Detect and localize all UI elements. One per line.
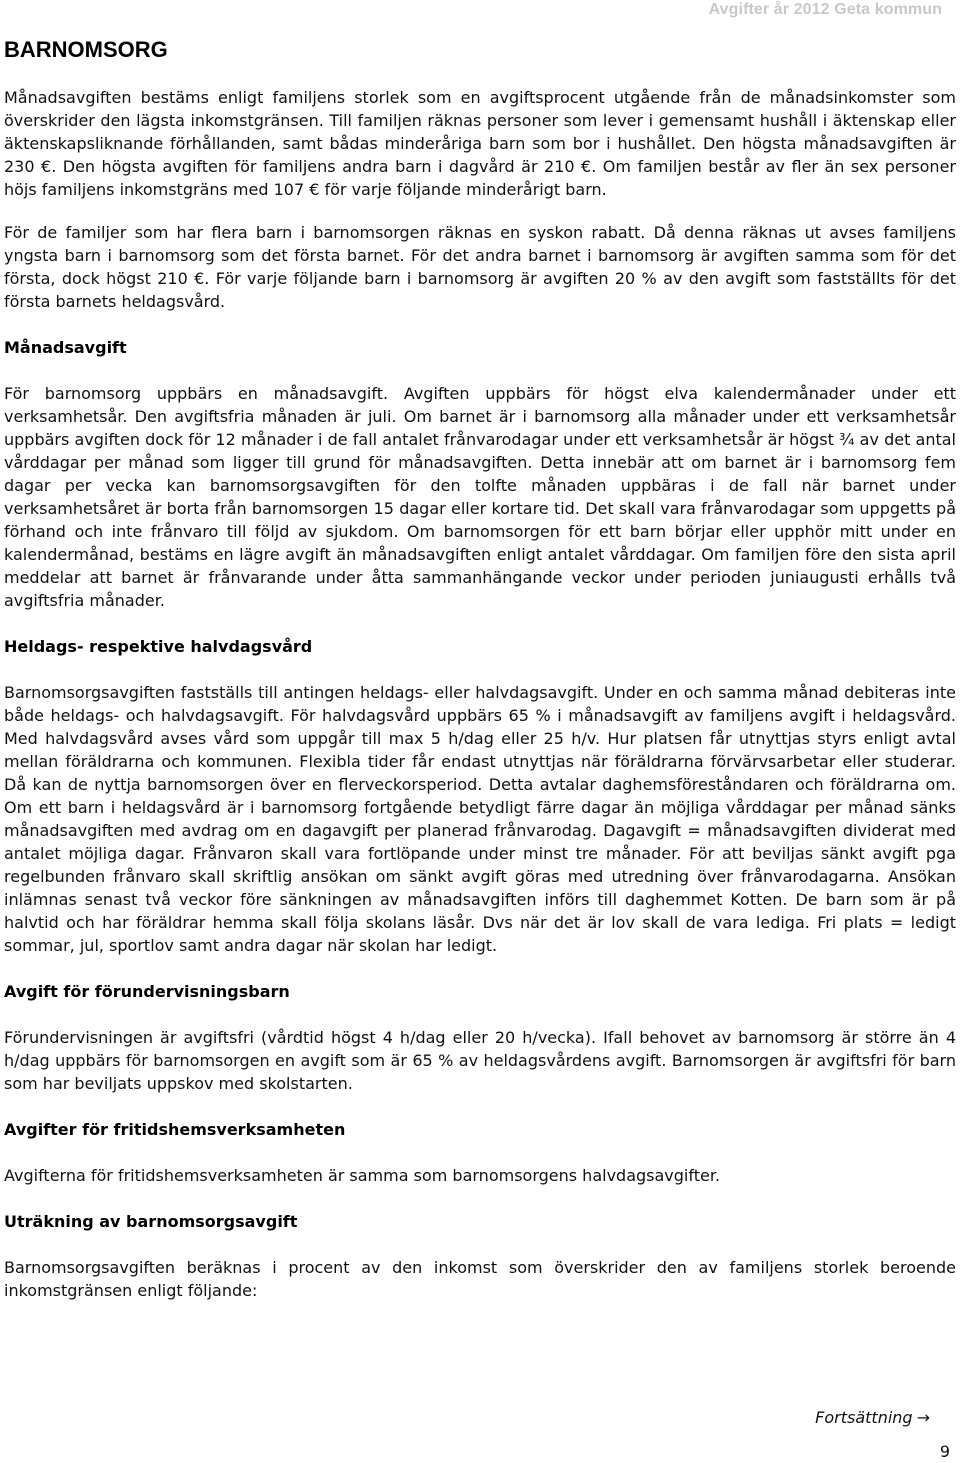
section-heading-calculation: Uträkning av barnomsorgsavgift [4,1212,298,1231]
section-heading-monthly: Månadsavgift [4,338,127,357]
page-title: BARNOMSORG [4,37,168,62]
document-body [4,86,956,1322]
page-number: 9 [939,1442,950,1461]
section-heading-preschool: Avgift för förundervisningsbarn [4,982,290,1001]
intro-paragraph-1: Månadsavgiften bestäms enligt familjens storlek som en avgiftsprocent utgående från de månadsinkomster som överskrider den lägsta inkomstgränsen. Till familjen räknas personer som lever i gemensamt hushåll i äktenskap eller äktenskapsliknande förhållanden, samt bådas minderåriga barn som bor i hushållet. Den högsta månadsavgiften är 230 €. Den högsta avgiften för familjens andra barn i dagvård är 210 €. Om familjen består av fler än sex personer höjs familjens inkomstgräns med 107 € för varje följande minderårigt barn. [4,88,956,199]
section-text-afterschool: Avgifterna för fritidshemsverksamheten är samma som barnomsorgens halvdagsavgifter. [4,1166,721,1185]
section-heading-afterschool: Avgifter för fritidshemsverksamheten [4,1120,346,1139]
section-text-fullhalf: Barnomsorgsavgiften fastställs till antingen heldags- eller halvdagsavgift. Under en och samma månad debiteras inte både heldags- och halvdagsavgift. För halvdagsvård uppbärs 65 % i månadsavgift av familjens avgift i heldagsvård. Med halvdagsvård avses vård som uppgår till max 5 h/dag eller 25 h/v. Hur platsen får utnyttjas styrs enligt avtal mellan föräldrarna och kommunen. Flexibla tider får endast utnyttjas när föräldrarna förvärvsarbetar eller studerar. Då kan de nyttja barnomsorgen över en flerveckorsperiod. Detta avtalar daghemsföreståndaren och föräldrarna om. Om ett barn i heldagsvård är i barnomsorg fortgående betydligt färre dagar än möjliga vårddagar per månad sänks månadsavgiften med avdrag om en dagavgift per planerad frånvarodag. Dagavgift = månadsavgiften dividerat med antalet möjliga dagar. Frånvaron skall vara fortlöpande under minst tre månader. För att beviljas sänkt avgift pga regelbunden frånvaro skall skriftlig ansökan om sänkt avgift göras med utredning över frånvarodagarna. Ansökan inlämnas senast två veckor före sänkningen av månadsavgiften införs till daghemmet Kotten. De barn som är på halvtid och har föräldrar hemma skall följa skolans läsår. Dvs när det är lov skall de vara lediga. Fri plats = ledigt sommar, jul, sportlov samt andra dagar när skolan har ledigt. [4,683,956,955]
running-header: Avgifter år 2012 Geta kommun [708,1,942,18]
document-page [4,0,956,1460]
section-text-calculation: Barnomsorgsavgiften beräknas i procent av den inkomst som överskrider den av familjens storlek beroende inkomstgränsen enligt följande: [4,1258,956,1300]
arrow-right-icon: → [916,1408,930,1427]
continued-note [815,1406,930,1429]
section-text-monthly: För barnomsorg uppbärs en månadsavgift. Avgiften uppbärs för högst elva kalendermånader under ett verksamhetsår. Den avgiftsfria månaden är juli. Om barnet är i barnomsorg alla månader under ett verksamhetsår uppbärs avgiften dock för 12 månader i de fall antalet frånvarodagar under ett verksamhetsår är högst ¾ av det antal vårddagar per månad som ligger till grund för månadsavgiften. Detta innebär att om barnet är i barnomsorg fem dagar per vecka kan barnomsorgsavgiften för den tolfte månaden uppbäras i de fall när barnet under verksamhetsåret är borta från barnomsorgen 15 dagar eller kortare tid. Det skall vara frånvarodagar som uppgetts på förhand och inte frånvaro till följd av sjukdom. Om barnomsorgen för ett barn börjar eller upphör mitt under en kalendermånad, bestäms en lägre avgift än månadsavgiften enligt antalet vårddagar. Om familjen före den sista april meddelar att barnet är frånvarande under åtta sammanhängande veckor under perioden juniaugusti erhålls två avgiftsfria månader. [4,384,956,610]
section-heading-fullhalf: Heldags- respektive halvdagsvård [4,637,313,656]
continued-label: Fortsättning [815,1408,913,1427]
section-text-preschool: Förundervisningen är avgiftsfri (vårdtid högst 4 h/dag eller 20 h/vecka). Ifall behovet av barnomsorg är större än 4 h/dag uppbärs för barnomsorgen en avgift som är 65 % av heldagsvårdens avgift. Barnomsorgen är avgiftsfri för barn som har beviljats uppskov med skolstarten. [4,1028,956,1093]
intro-paragraph-2: För de familjer som har flera barn i barnomsorgen räknas en syskon rabatt. Då denna räknas ut avses familjens yngsta barn i barnomsorg som det första barnet. För det andra barnet i barnomsorg är avgiften samma som för det första, dock högst 210 €. För varje följande barn i barnomsorg är avgiften 20 % av den avgift som fastställts för det första barnets heldagsvård. [4,223,956,311]
